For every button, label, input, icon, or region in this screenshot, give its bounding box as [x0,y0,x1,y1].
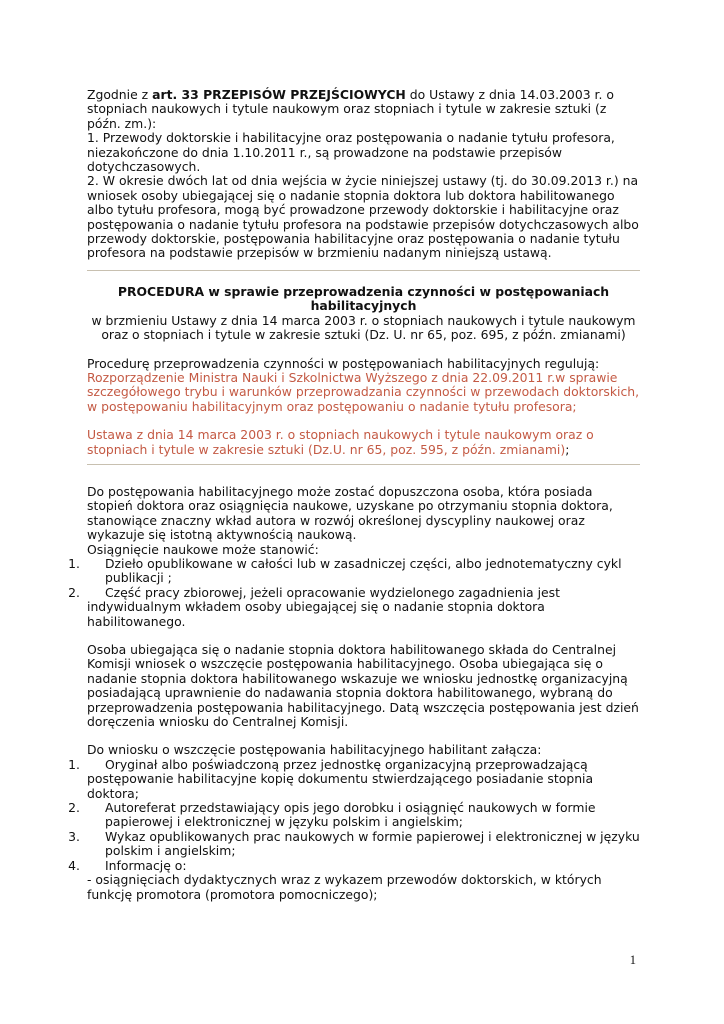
article-reference: art. 33 PRZEPISÓW PRZEJŚCIOWYCH [152,87,406,102]
list-number: 4. [68,857,80,873]
list-item: 1. Oryginał albo poświadczoną przez jednostkę organizacyjną przeprowadzającą postępowanie habilitacyjne kopię dokumentu stwierdzającego posiadanie stopnia doktora; [87,758,640,801]
list-item: 1. Dzieło opublikowane w całości lub w zasadniczej części, albo jednotematyczny cykl publikacji ; [87,557,640,586]
document-page [68,87,640,902]
divider [87,464,640,465]
list-number: 1. [68,756,80,772]
transitional-point-2: 2. W okresie dwóch lat od dnia wejścia w życie niniejszej ustawy (tj. do 30.09.2013 r.) na wniosek osoby ubiegającej się o nadanie stopnia doktora lub doktora habilitowanego albo tytułu profesora, mogą być prowadzone przewody doktorskie i habilitacyjne oraz postępowania o nadanie tytułu profesora na podstawie przepisów dotychczasowych albo przewody doktorskie, postępowania habilitacyjne oraz postępowania o nadanie tytułu profesora na podstawie przepisów w brzmieniu nadanym niniejszą ustawą. [87,173,639,261]
list-number: 2. [68,800,80,816]
admission-intro: Do postępowania habilitacyjnego może zostać dopuszczona osoba, która posiada stopień doktora oraz osiągnięcia naukowe, uzyskane po otrzymaniu stopnia doktora, stanowiące znaczny wkład autora w rozwój określonej dyscypliny naukowej oraz wykazuje się istotną aktywnością naukową. [87,483,613,543]
list-item: 3. Wykaz opublikowanych prac naukowych w formie papierowej i elektronicznej w języku polskim i angielskim; [87,830,640,859]
list-item: 2. Autoreferat przedstawiający opis jego dorobku i osiągnięć naukowych w formie papierowej i elektronicznej w języku polskim i angielskim; [87,801,640,830]
transitional-intro: Zgodnie z art. 33 PRZEPISÓW PRZEJŚCIOWYCH do Ustawy z dnia 14.03.2003 r. o stopniach naukowych i tytule naukowym oraz stopniach i tytule w zakresie sztuki (z późn. zm.): [87,87,614,131]
attachments-intro: Do wniosku o wszczęcie postępowania habilitacyjnego habilitant załącza: [87,742,542,758]
list-number: 3. [68,828,80,844]
list-item: 4. Informację o: [87,859,640,873]
procedure-title: PROCEDURA w sprawie przeprowadzenia czynności w postępowaniach habilitacyjnych [117,283,610,314]
regulation-link[interactable]: Rozporządzenie Ministra Nauki i Szkolnictwa Wyższego z dnia 22.09.2011 r.w sprawie szczegółowego trybu i warunków przeprowadzania czynności w przewodach doktorskich, w postępowaniu habilitacyjnym oraz postępowaniu o nadanie tytułu profesora; [87,369,640,414]
transitional-point-1: 1. Przewody doktorskie i habilitacyjne oraz postępowania o nadanie tytułu profesora, niezakończone do dnia 1.10.2011 r., są prowadzone na podstawie przepisów dotychczasowych. [87,130,615,175]
list-number: 1. [68,555,80,571]
procedure-subtitle: w brzmieniu Ustawy z dnia 14 marca 2003 r. o stopniach naukowych i tytule naukowym oraz o stopniach i tytule w zakresie sztuki (Dz. U. nr 65, poz. 695, z późn. zmianami) [91,312,636,343]
act-link[interactable]: Ustawa z dnia 14 marca 2003 r. o stopniach naukowych i tytule naukowym oraz o stopniach i tytule w zakresie sztuki (Dz.U. nr 65, poz. 595, z późn. zmianami) [87,427,594,457]
application-text: Osoba ubiegająca się o nadanie stopnia doktora habilitowanego składa do Centralnej Komisji wniosek o wszczęcie postępowania habilitacyjnego. Osoba ubiegająca się o nadanie stopnia doktora habilitowanego wskazuje we wniosku jednostkę organizacyjną posiadającą uprawnienie do nadawania stopnia doktora habilitowanego, wybraną do przeprowadzenia postępowania habilitacyjnego. Datą wszczęcia postępowania jest dzień doręczenia wniosku do Centralnej Komisji. [87,642,639,730]
divider [87,270,640,271]
list-number: 2. [68,584,80,600]
regulated-by-text: Procedurę przeprowadzenia czynności w postępowaniach habilitacyjnych regulują: [87,355,600,371]
act-link-paragraph: Ustawa z dnia 14 marca 2003 r. o stopniach naukowych i tytule naukowym oraz o stopniach i tytule w zakresie sztuki (Dz.U. nr 65, poz. 595, z późn. zmianami); [87,427,594,457]
achievement-label: Osiągnięcie naukowe może stanowić: [87,541,319,557]
page-number: 1 [629,953,636,967]
attachment-sub-item: - osiągnięciach dydaktycznych wraz z wykazem przewodów doktorskich, w których funkcję promotora (promotora pomocniczego); [87,872,602,902]
list-item: 2. Część pracy zbiorowej, jeżeli opracowanie wydzielonego zagadnienia jest indywidualnym wkładem osoby ubiegającej się o nadanie stopnia doktora habilitowanego. [87,586,640,629]
